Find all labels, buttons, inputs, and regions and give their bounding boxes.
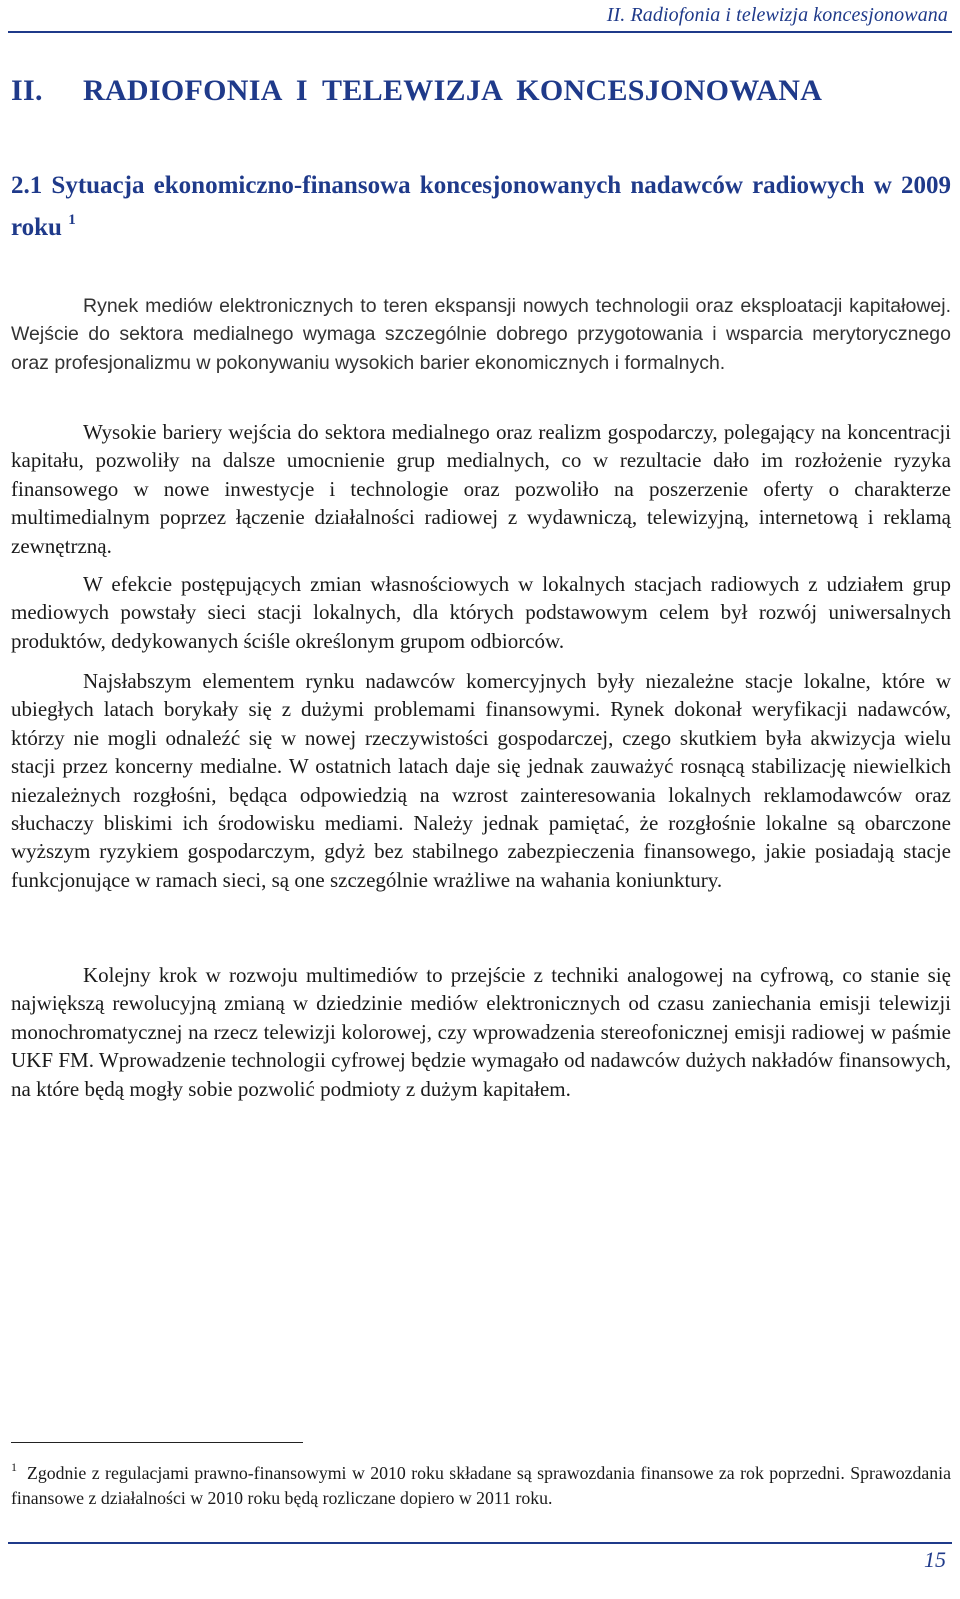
- paragraph-5: Kolejny krok w rozwoju multimediów to przejście z techniki analogowej na cyfrową, co stanie się największą rewolucyjną zmianą w dziedzinie mediów elektronicznych od czasu zaniechania emisji telewizji monochromatycznej na rzecz telewizji kolorowej, czy wprowadzenia stereofonicznej emisji radiowej w paśmie UKF FM. Wprowadzenie technologii cyfrowej będzie wymagało od nadawców dużych nakładów finansowych, na które będą mogły sobie pozwolić podmioty z dużym kapitałem.: [11, 963, 951, 1101]
- running-header: II. Radiofonia i telewizja koncesjonowana: [606, 4, 948, 26]
- chapter-title: [11, 74, 951, 108]
- paragraph-3: W efekcie postępujących zmian własnościowych w lokalnych stacjach radiowych z udziałem grup mediowych powstały sieci stacji lokalnych, dla których podstawowym celem był rozwój uniwersalnych produktów, dedykowanych ściśle określonym grupom odbiorców.: [11, 572, 951, 653]
- footnote-separator: [11, 1442, 303, 1443]
- chapter-number: II.: [11, 74, 43, 107]
- chapter-title-text: RADIOFONIA I TELEWIZJA KONCESJONOWANA: [83, 74, 823, 107]
- paragraph-1: Rynek mediów elektronicznych to teren ekspansji nowych technologii oraz eksploatacji kapitałowej. Wejście do sektora medialnego wymaga szczególnie dobrego przygotowania i wsparcia merytorycznego oraz profesjonalizmu w pokonywaniu wysokich barier ekonomicznych i formalnych.: [11, 295, 951, 374]
- footnote-mark: 1: [11, 1460, 17, 1474]
- footer-rule: [8, 1542, 952, 1544]
- page-number: 15: [924, 1547, 946, 1572]
- footnote-text: Zgodnie z regulacjami prawno-finansowymi w 2010 roku składane są sprawozdania finansowe za rok poprzedni. Sprawozdania finansowe z działalności w 2010 roku będą rozliczane dopiero w 2011 roku.: [11, 1463, 951, 1508]
- footnote: [11, 1455, 951, 1511]
- section-title-text: 2.1 Sytuacja ekonomiczno-finansowa koncesjonowanych nadawców radiowych w 2009 roku: [11, 172, 951, 241]
- paragraph-2: Wysokie bariery wejścia do sektora medialnego oraz realizm gospodarczy, polegający na koncentracji kapitału, pozwoliły na dalsze umocnienie grup medialnych, co w rezultacie dało im rozłożenie ryzyka finansowego w nowe inwestycje i technologie oraz pozwoliło na poszerzenie oferty o charakterze multimedialnym poprzez łączenie działalności radiowej z wydawniczą, telewizyjną, internetową i reklamą zewnętrzną.: [11, 420, 951, 558]
- section-title: [11, 169, 951, 245]
- footnote-reference[interactable]: 1: [68, 212, 76, 228]
- header-rule: [8, 31, 952, 33]
- paragraph-4: Najsłabszym elementem rynku nadawców komercyjnych były niezależne stacje lokalne, które w ubiegłych latach borykały się z dużymi problemami finansowymi. Rynek dokonał weryfikacji nadawców, którzy nie mogli odnaleźć się w nowej rzeczywistości gospodarczej, czego skutkiem była akwizycja wielu stacji przez koncerny medialne. W ostatnich latach daje się jednak zauważyć rosnącą stabilizację niewielkich niezależnych rozgłośni, będąca odpowiedzią na wzrost zainteresowania lokalnych reklamodawców oraz słuchaczy bliskimi ich środowisku mediami. Należy jednak pamiętać, że rozgłośnie lokalne są obarczone wyższym ryzykiem gospodarczym, gdyż bez stabilnego zabezpieczenia finansowego, jakie posiadają stacje funkcjonujące w ramach sieci, są one szczególnie wrażliwe na wahania koniunktury.: [11, 669, 951, 892]
